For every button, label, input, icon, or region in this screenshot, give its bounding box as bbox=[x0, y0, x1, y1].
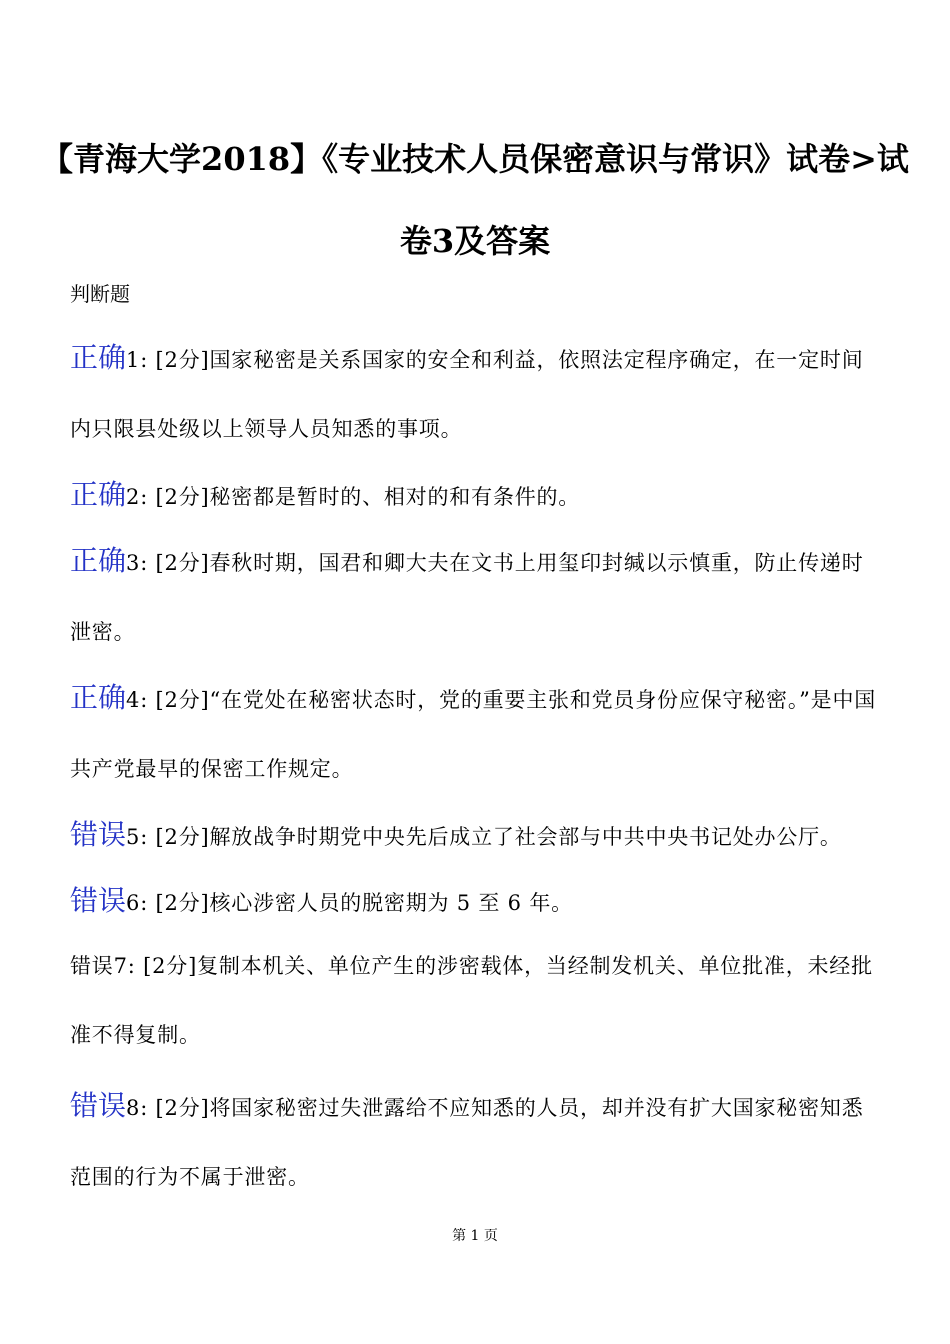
question-number: 5 bbox=[126, 825, 141, 849]
question-item: 错误6: [2分]核心涉密人员的脱密期为 5 至 6 年。 bbox=[70, 884, 573, 917]
page-number: 第 1 页 bbox=[452, 1228, 498, 1244]
question-text: 春秋时期，国君和卿大夫在文书上用玺印封缄以示慎重，防止传递时泄密。 bbox=[70, 551, 864, 644]
question-number: 4 bbox=[126, 688, 141, 712]
question-number: 3 bbox=[126, 551, 141, 575]
question-number: 7 bbox=[113, 954, 128, 978]
question-item: 正确4: [2分]“在党处在秘密状态时，党的重要主张和党员身份应保守秘密。”是中国共产党最早的保密工作规定。 bbox=[70, 681, 877, 781]
question-text: 秘密都是暂时的、相对的和有条件的。 bbox=[209, 485, 581, 509]
question-item: 错误5: [2分]解放战争时期党中央先后成立了社会部与中共中央书记处办公厅。 bbox=[70, 818, 842, 851]
question-number: 1 bbox=[126, 348, 141, 372]
question-item: 错误7: [2分]复制本机关、单位产生的涉密载体，当经制发机关、单位批准，未经批准不得复制。 bbox=[70, 954, 873, 1047]
question-item: 正确2: [2分]秘密都是暂时的、相对的和有条件的。 bbox=[70, 478, 581, 511]
answer-verdict: 正确 bbox=[70, 681, 127, 714]
question-points: [2分] bbox=[155, 825, 210, 849]
question-points: [2分] bbox=[155, 551, 210, 575]
question-text: 国家秘密是关系国家的安全和利益，依照法定程序确定，在一定时间内只限县处级以上领导人员知悉的事项。 bbox=[70, 348, 864, 441]
question-item: 正确3: [2分]春秋时期，国君和卿大夫在文书上用玺印封缄以示慎重，防止传递时泄密。 bbox=[70, 544, 864, 644]
question-points: [2分] bbox=[155, 1096, 210, 1120]
answer-verdict: 错误 bbox=[70, 1089, 127, 1122]
answer-verdict: 正确 bbox=[70, 544, 127, 577]
answer-verdict: 错误 bbox=[70, 884, 127, 917]
answer-verdict: 错误 bbox=[70, 954, 114, 978]
question-points: [2分] bbox=[155, 891, 210, 915]
question-item: 正确1: [2分]国家秘密是关系国家的安全和利益，依照法定程序确定，在一定时间内只限县处级以上领导人员知悉的事项。 bbox=[70, 341, 864, 441]
question-item: 错误8: [2分]将国家秘密过失泄露给不应知悉的人员，却并没有扩大国家秘密知悉范围的行为不属于泄密。 bbox=[70, 1089, 864, 1189]
question-number: 2 bbox=[126, 485, 141, 509]
question-points: [2分] bbox=[155, 348, 210, 372]
question-text: 解放战争时期党中央先后成立了社会部与中共中央书记处办公厅。 bbox=[209, 825, 842, 849]
section-heading: 判断题 bbox=[70, 282, 130, 306]
question-number: 6 bbox=[126, 891, 141, 915]
answer-verdict: 正确 bbox=[70, 341, 127, 374]
question-points: [2分] bbox=[143, 954, 198, 978]
answer-verdict: 正确 bbox=[70, 478, 127, 511]
answer-verdict: 错误 bbox=[70, 818, 127, 851]
question-points: [2分] bbox=[155, 688, 210, 712]
question-text: “在党处在秘密状态时，党的重要主张和党员身份应保守秘密。”是中国共产党最早的保密工作规定。 bbox=[70, 688, 877, 781]
question-points: [2分] bbox=[155, 485, 210, 509]
question-text: 核心涉密人员的脱密期为 5 至 6 年。 bbox=[209, 891, 573, 915]
question-text: 将国家秘密过失泄露给不应知悉的人员，却并没有扩大国家秘密知悉范围的行为不属于泄密。 bbox=[70, 1096, 864, 1189]
question-text: 复制本机关、单位产生的涉密载体，当经制发机关、单位批准，未经批准不得复制。 bbox=[70, 954, 873, 1047]
question-number: 8 bbox=[126, 1096, 141, 1120]
page-title: 【青海大学2018】《专业技术人员保密意识与常识》试卷>试卷3及答案 bbox=[41, 140, 909, 260]
